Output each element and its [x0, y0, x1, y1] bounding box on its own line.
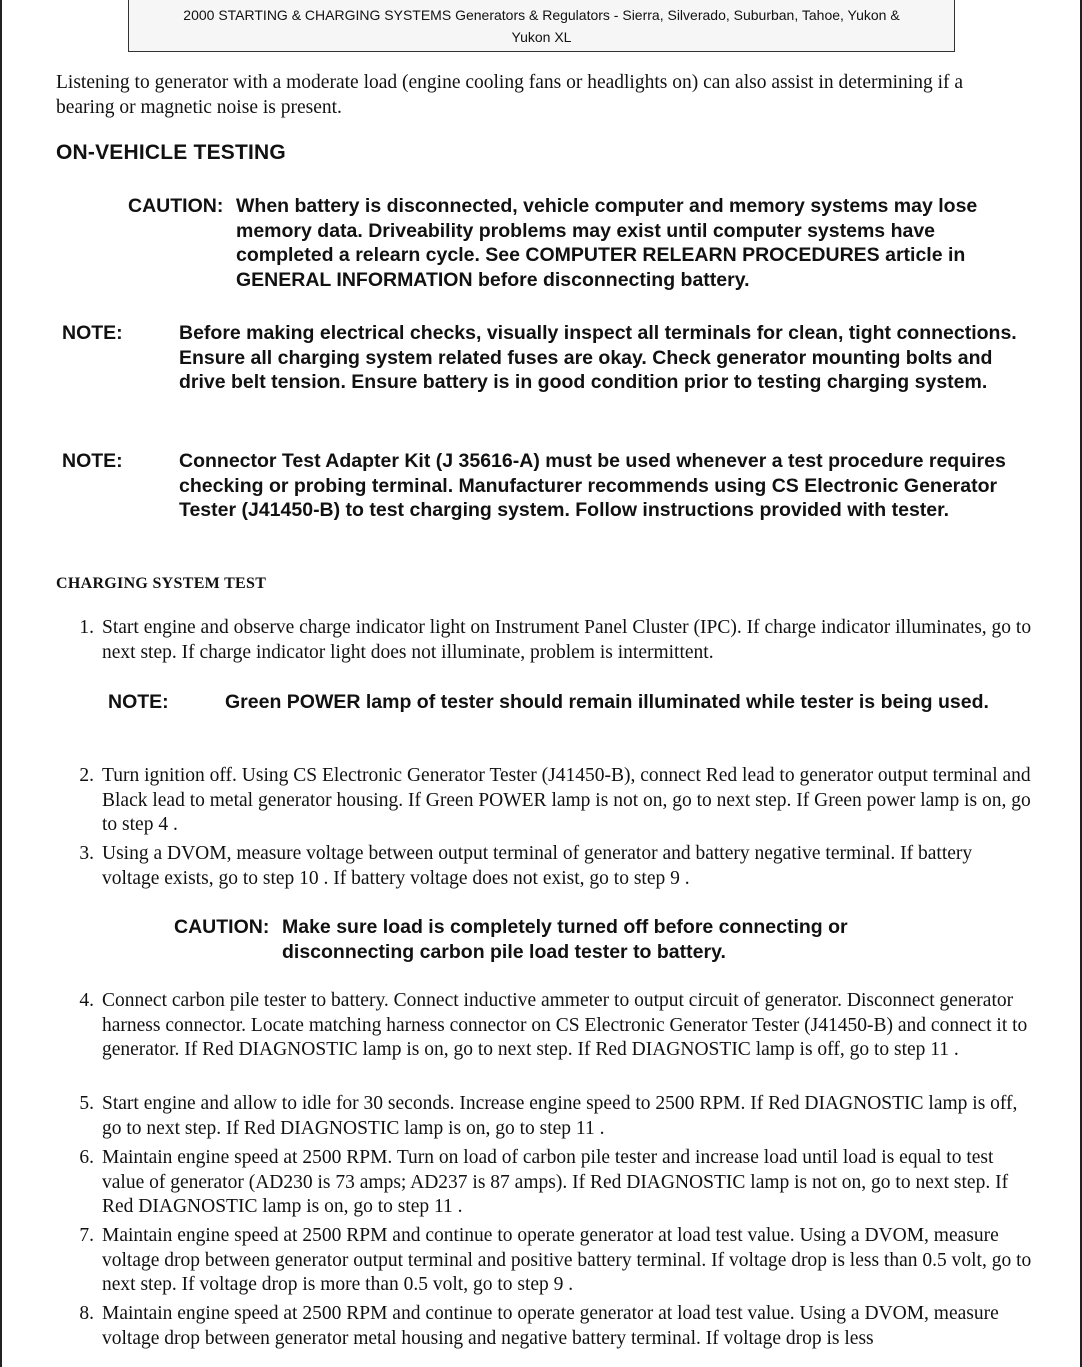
note-label-3: NOTE:	[108, 691, 169, 713]
step-text: Maintain engine speed at 2500 RPM and continue to operate generator at load test value. Using a DVOM, measure voltage drop between generator output terminal and positive battery terminal. If voltage drop is less than 0.5 volt, go to next step. If voltage drop is more than 0.5 volt, go to step 9 .	[102, 1225, 1032, 1295]
step-number: 8.	[79, 1303, 94, 1324]
step-text: Connect carbon pile tester to battery. Connect inductive ammeter to output circuit of generator. Disconnect generator harness connector. Locate matching harness connector on CS Electronic Generator Tester (J41450-B) and connect it to generator. If Red DIAGNOSTIC lamp is on, go to next step. If Red DIAGNOSTIC lamp is off, go to step 11 .	[102, 990, 1028, 1060]
step-text: Maintain engine speed at 2500 RPM. Turn on load of carbon pile tester and increase load until load is equal to test value of generator (AD230 is 73 amps; AD237 is 87 amps). If Red DIAGNOSTIC lamp is not on, go to next step. If Red DIAGNOSTIC lamp is on, go to step 11 .	[102, 1147, 1009, 1217]
step-number: 2.	[79, 765, 94, 786]
page-border-left	[0, 0, 2, 1367]
note-text-2: Connector Test Adapter Kit (J 35616-A) must be used whenever a test procedure requires checking or probing terminal. Manufacturer recommends using CS Electronic Generator Tester (J41450-B) to test charging system. Follow instructions provided with tester.	[179, 450, 1006, 521]
intro-paragraph: Listening to generator with a moderate load (engine cooling fans or headlights on) can also assist in determining if a bearing or magnetic noise is present.	[56, 72, 964, 118]
caution-label: CAUTION:	[128, 195, 224, 217]
step-number: 7.	[79, 1225, 94, 1246]
step-text: Using a DVOM, measure voltage between output terminal of generator and battery negative terminal. If battery voltage exists, go to step 10 . If battery voltage does not exist, go to step 9 .	[102, 843, 973, 889]
step-text: Start engine and allow to idle for 30 seconds. Increase engine speed to 2500 RPM. If Red DIAGNOSTIC lamp is off, go to next step. If Red DIAGNOSTIC lamp is on, go to step 11 .	[102, 1093, 1018, 1139]
caution-text-2: Make sure load is completely turned off before connecting or disconnecting carbon pile load tester to battery.	[282, 916, 848, 963]
header-line-2: Yukon XL	[511, 29, 572, 45]
note-text-3: Green POWER lamp of tester should remain illuminated while tester is being used.	[225, 691, 989, 713]
note-label-1: NOTE:	[62, 322, 123, 344]
note-text-1: Before making electrical checks, visually inspect all terminals for clean, tight connections. Ensure all charging system related fuses are okay. Check generator mounting bolts and drive belt tension. Ensure battery is in good condition prior to testing charging system.	[179, 322, 1017, 393]
caution-text-1: When battery is disconnected, vehicle computer and memory systems may lose memory data. Driveability problems may exist until computer systems have completed a relearn cycle. See COMPUTER RELEARN PROCEDURES article in GENERAL INFORMATION before disconnecting battery.	[236, 195, 978, 291]
caution-label-2: CAUTION:	[174, 916, 270, 938]
step-number: 6.	[79, 1147, 94, 1168]
header-line-1: 2000 STARTING & CHARGING SYSTEMS Generators & Regulators - Sierra, Silverado, Suburban, Tahoe, Yukon &	[183, 7, 900, 23]
step-text: Start engine and observe charge indicator light on Instrument Panel Cluster (IPC). If charge indicator illuminates, go to next step. If charge indicator light does not illuminate, problem is intermittent.	[102, 617, 1032, 663]
document-header	[128, 0, 955, 52]
step-text: Turn ignition off. Using CS Electronic Generator Tester (J41450-B), connect Red lead to generator output terminal and Black lead to metal generator housing. If Green POWER lamp is not on, go to next step. If Green power lamp is on, go to step 4 .	[102, 765, 1031, 835]
step-number: 1.	[79, 617, 94, 638]
note-label-2: NOTE:	[62, 450, 123, 472]
step-number: 3.	[79, 843, 94, 864]
step-number: 4.	[79, 990, 94, 1011]
section-title: ON-VEHICLE TESTING	[56, 141, 286, 164]
subsection-title: CHARGING SYSTEM TEST	[56, 575, 267, 592]
step-text: Maintain engine speed at 2500 RPM and continue to operate generator at load test value. Using a DVOM, measure voltage drop between generator metal housing and negative battery terminal. If voltage drop is less	[102, 1303, 999, 1349]
step-number: 5.	[79, 1093, 94, 1114]
